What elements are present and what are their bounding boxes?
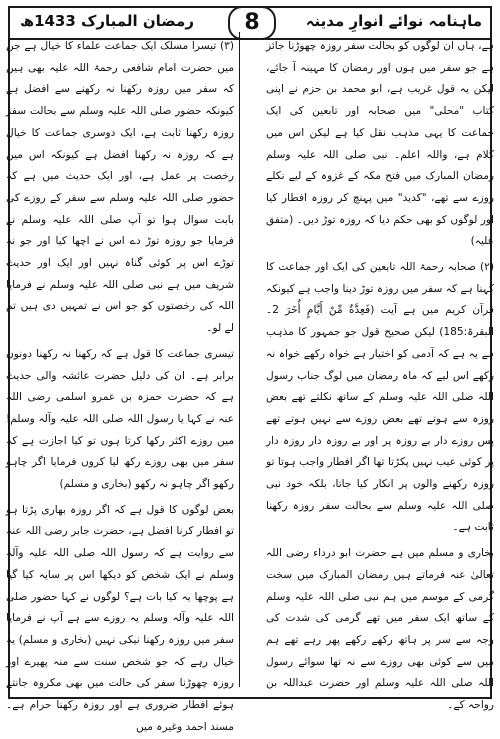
- paragraph: (۳) تیسرا مسلک ایک جماعت علماء کا خیال ہے جن میں حضرت امام شافعی رحمۃ اللہ علیہ بھی ہیں کہ سفر میں روزہ رکھنا نہ رکھنے سے افضل ہے کیونکہ حضور صلی اللہ علیہ وسلم سے بحالت سفر روزہ رکھنا ثابت ہے، ایک دوسری جماعت کا خیال ہے کہ روزہ نہ رکھنا افضل ہے کیونکہ اس میں رخصت پر عمل ہے، اور ایک حدیث میں ہے کہ حضور صلی اللہ علیہ وسلم سے سفر کے روزے کی بابت سوال ہوا تو آپ صلی اللہ علیہ وسلم نے فرمایا جو روزہ توڑ دے اس نے اچھا کیا اور جو نہ توڑے اس پر کوئی گناہ نہیں اور ایک اور حدیث شریف میں ہے نبی صلی اللہ علیہ وسلم نے فرمایا اللہ کی رخصتوں کو جو اس نے تمہیں دی ہیں تم لے لو۔: [6, 40, 234, 335]
- paragraph: بعض لوگوں کا قول ہے کہ اگر روزہ بھاری پڑتا ہو تو افطار کرنا افضل ہے، حضرت جابر رضی اللہ عنہ سے روایت ہے کہ رسول اللہ صلی اللہ علیہ وآلہ وسلم نے ایک شخص کو دیکھا اس پر سایہ کیا گیا ہے پوچھا یہ کیا بات ہے؟ لوگوں نے کہا حضور صلی اللہ علیہ وآلہ وسلم یہ روزے سے ہے آپ نے فرمایا سفر میں روزہ رکھنا نیکی نہیں (بخاری و مسلم) یہ خیال رہے کہ جو شخص سنت سے منہ پھیرے اور روزہ چھوڑنا سفر کی حالت میں بھی مکروہ جانتے ہوئے افطار ضروری ہے اور روزہ رکھنا حرام ہے۔ مسند احمد وغیرہ میں: [6, 503, 234, 733]
- page-number-badge: 8: [228, 6, 276, 40]
- column-divider: [239, 32, 240, 687]
- paragraph: بخاری و مسلم میں ہے حضرت ابو درداء رضی اللہ تعالیٰ عنہ فرماتے ہیں رمضان المبارک میں سخت گرمی کے موسم میں ہم نبی صلی اللہ علیہ وسلم کے ساتھ ایک سفر میں تھے گرمی کی شدت کی وجہ سے سر پر ہاتھ رکھے رکھے پھر رہے تھے ہم میں سے کوئی بھی روزے سے نہ تھا سوائے رسول اللہ صلی اللہ علیہ وسلم اور حضرت عبداللہ بن رواحہ کے۔: [266, 547, 494, 712]
- magazine-title: ماہنامہ نوائے انوارِ مدینہ: [305, 12, 482, 30]
- paragraph: تیسری جماعت کا قول ہے کہ رکھنا نہ رکھنا دونوں برابر ہے۔ ان کی دلیل حضرت عائشہ والی حدیث ہے کہ حضرت حمزہ بن عمرو اسلمی رضی اللہ عنہ نے کہا یا رسول اللہ صلی اللہ علیہ وآلہ وسلم! میں روزے اکثر رکھا کرتا ہوں تو کیا اجازت ہے کہ سفر میں بھی روزے رکھ لیا کروں فرمایا اگر چاہو رکھو اگر چاہو نہ رکھو (بخاری و مسلم): [6, 347, 234, 491]
- issue-label: رمضان المبارک 1433ھ: [20, 12, 194, 30]
- paragraph: (۲) صحابہ رحمۃ اللہ تابعین کی ایک اور جماعت کا کہنا ہے کہ سفر میں روزہ توڑ دینا واجب ہے کیونکہ قرآن کریم میں ہے آیت (فَعِدَّةٌ مِّنْ أَيَّامٍ أُخَرَ 2۔البقرۃ:185) لیکن صحیح قول جو جمہور کا مذہب ہے یہ ہے کہ آدمی کو اختیار ہے خواہ رکھے خواہ نہ رکھے اس لیے کہ ماہ رمضان میں لوگ جناب رسول اللہ صلی اللہ علیہ وسلم کے ساتھ نکلتے تھے بعض روزہ سے ہوتے تھے بعض روزے سے نہیں ہوتے تھے پس روزے دار بے روزہ پر اور بے روزہ دار روزہ دار پر کوئی عیب نہیں پکڑتا تھا اگر افطار واجب ہوتا تو روزہ رکھنے والوں پر انکار کیا جاتا، بلکہ خود نبی صلی اللہ علیہ وسلم سے بحالت سفر روزہ رکھنا ثابت ہے۔: [266, 261, 494, 534]
- right-column: [266, 36, 494, 712]
- paragraph: ہے، ہاں ان لوگوں کو بحالت سفر روزہ چھوڑنا جائز ہے جو سفر میں ہوں اور رمضان کا مہینہ آ جائے، لیکن یہ قول غریب ہے، ابو محمد بن حزم نے اپنی کتاب "محلی" میں صحابہ اور تابعین کی ایک جماعت کا یہی مذہب نقل کیا ہے لیکن اس میں کلام ہے، واللہ اعلم۔ نبی صلی اللہ علیہ وسلم رمضان المبارک میں فتح مکہ کے غزوہ کے لیے نکلے روزے سے تھے، "کدید" میں پہنچ کر روزہ افطار کیا اور لوگوں کو بھی حکم دیا کہ روزہ توڑ دیں۔ (متفق علیہ): [266, 40, 494, 248]
- left-column: [6, 36, 234, 733]
